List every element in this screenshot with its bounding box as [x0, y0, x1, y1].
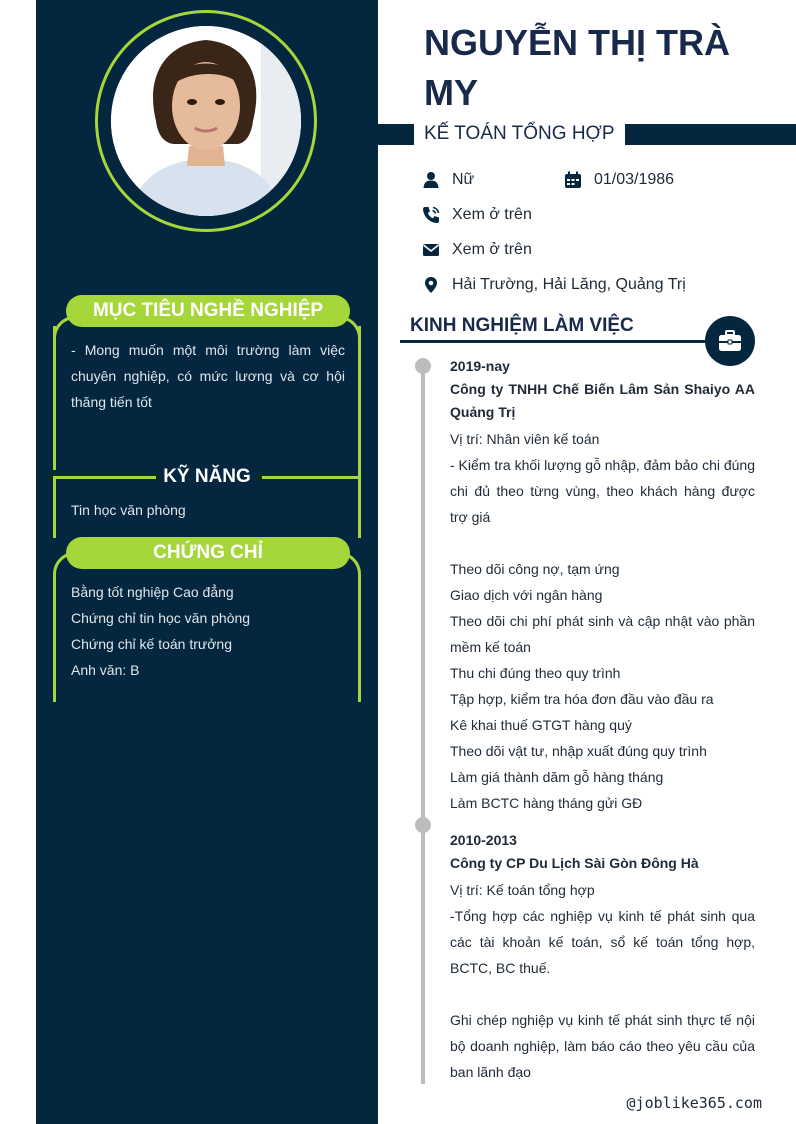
envelope-icon [422, 241, 440, 259]
certificates-heading: CHỨNG CHỈ [66, 537, 350, 569]
job-title: KẾ TOÁN TỔNG HỢP [414, 118, 625, 150]
cert-border-left [53, 574, 56, 702]
certificate-item: Chứng chỉ kế toán trưởng [71, 636, 233, 652]
spacer [450, 530, 755, 556]
email-row [422, 238, 532, 262]
experience-rule [400, 340, 710, 343]
objective-text: - Mong muốn một môi trường làm việc chuyên nghiệp, có mức lương và cơ hội thăng tiến tốt [71, 342, 345, 410]
gender-value: Nữ [452, 171, 475, 188]
calendar-icon [564, 171, 582, 189]
candidate-name [424, 18, 764, 118]
user-icon [422, 171, 440, 189]
job-detail: Tập hợp, kiểm tra hóa đơn đầu vào đầu ra [450, 691, 714, 707]
certificates-list [71, 579, 345, 683]
address-row [422, 273, 686, 297]
skills-heading: KỸ NĂNG [163, 466, 251, 487]
footer-brand: @joblike365.com [626, 1094, 762, 1112]
job-company: Công ty CP Du Lịch Sài Gòn Đông Hà [450, 855, 699, 871]
job-role: Vị trí: Kế toán tổng hợp [450, 882, 595, 898]
skills-list [71, 497, 345, 523]
job-detail: Ghi chép nghiệp vụ kinh tế phát sinh thực tế nội bộ doanh nghiệp, làm báo cáo theo yêu cầu của ban lãnh đạo [450, 1012, 755, 1080]
phone-value: Xem ở trên [452, 206, 532, 223]
phone-icon [422, 206, 440, 224]
avatar-frame [95, 10, 317, 232]
email-value: Xem ở trên [452, 241, 532, 258]
objective-border-left [53, 326, 56, 470]
job-detail: - Kiểm tra khối lượng gỗ nhập, đảm bảo chi đúng chi đủ theo từng vùng, theo khách hàng được trợ giá [450, 457, 755, 525]
job-company: Công ty TNHH Chế Biến Lâm Sản Shaiyo AA Quảng Trị [450, 381, 755, 420]
job-detail: Giao dịch với ngân hàng [450, 587, 603, 603]
timeline-dot [415, 817, 431, 833]
birthday-row [564, 168, 674, 192]
skill-item: Tin học văn phòng [71, 502, 186, 518]
skills-border-left [53, 476, 56, 538]
skills-header [56, 462, 358, 492]
avatar [111, 26, 301, 216]
job-detail: Làm giá thành dăm gỗ hàng tháng [450, 769, 664, 785]
name-line-1: NGUYỄN THỊ TRÀ [424, 22, 730, 63]
sidebar [36, 0, 378, 1124]
job-detail: -Tổng hợp các nghiệp vụ kinh tế phát sinh qua các tài khoản kế toán, sổ kế toán tổng hợp, BCTC, BC thuế. [450, 908, 755, 976]
certificate-item: Chứng chỉ tin học văn phòng [71, 610, 251, 626]
job-detail: Làm BCTC hàng tháng gửi GĐ [450, 795, 643, 811]
name-line-2: MY [424, 72, 478, 113]
job-detail: Theo dõi chi phí phát sinh và cập nhật vào phần mềm kế toán [450, 613, 755, 655]
job-entry [450, 355, 755, 816]
address-value: Hải Trường, Hải Lăng, Quảng Trị [452, 276, 686, 293]
certificate-item: Bằng tốt nghiệp Cao đẳng [71, 584, 234, 600]
job-entry [450, 829, 755, 1085]
gender-row [422, 168, 474, 192]
job-detail: Theo dõi vật tư, nhập xuất đúng quy trình [450, 743, 707, 759]
avatar-photo [111, 26, 301, 216]
objective-heading: MỤC TIÊU NGHỀ NGHIỆP [66, 295, 350, 327]
birthday-value: 01/03/1986 [594, 171, 675, 188]
certificate-item: Anh văn: B [71, 662, 140, 678]
cert-border-right [358, 574, 361, 702]
phone-row [422, 203, 532, 227]
timeline-dot [415, 358, 431, 374]
job-period: 2010-2013 [450, 832, 517, 848]
job-period: 2019-nay [450, 358, 510, 374]
job-detail: Kê khai thuế GTGT hàng quý [450, 717, 632, 733]
job-detail: Theo dõi công nợ, tạm ứng [450, 561, 620, 577]
job-detail: Thu chi đúng theo quy trình [450, 665, 621, 681]
job-role: Vị trí: Nhân viên kế toán [450, 431, 600, 447]
briefcase-icon [717, 328, 743, 354]
timeline [421, 366, 425, 1084]
experience-heading: KINH NGHIỆM LÀM VIỆC [410, 315, 634, 336]
location-pin-icon [422, 276, 440, 294]
spacer [450, 981, 755, 1007]
objective-border-right [358, 326, 361, 538]
